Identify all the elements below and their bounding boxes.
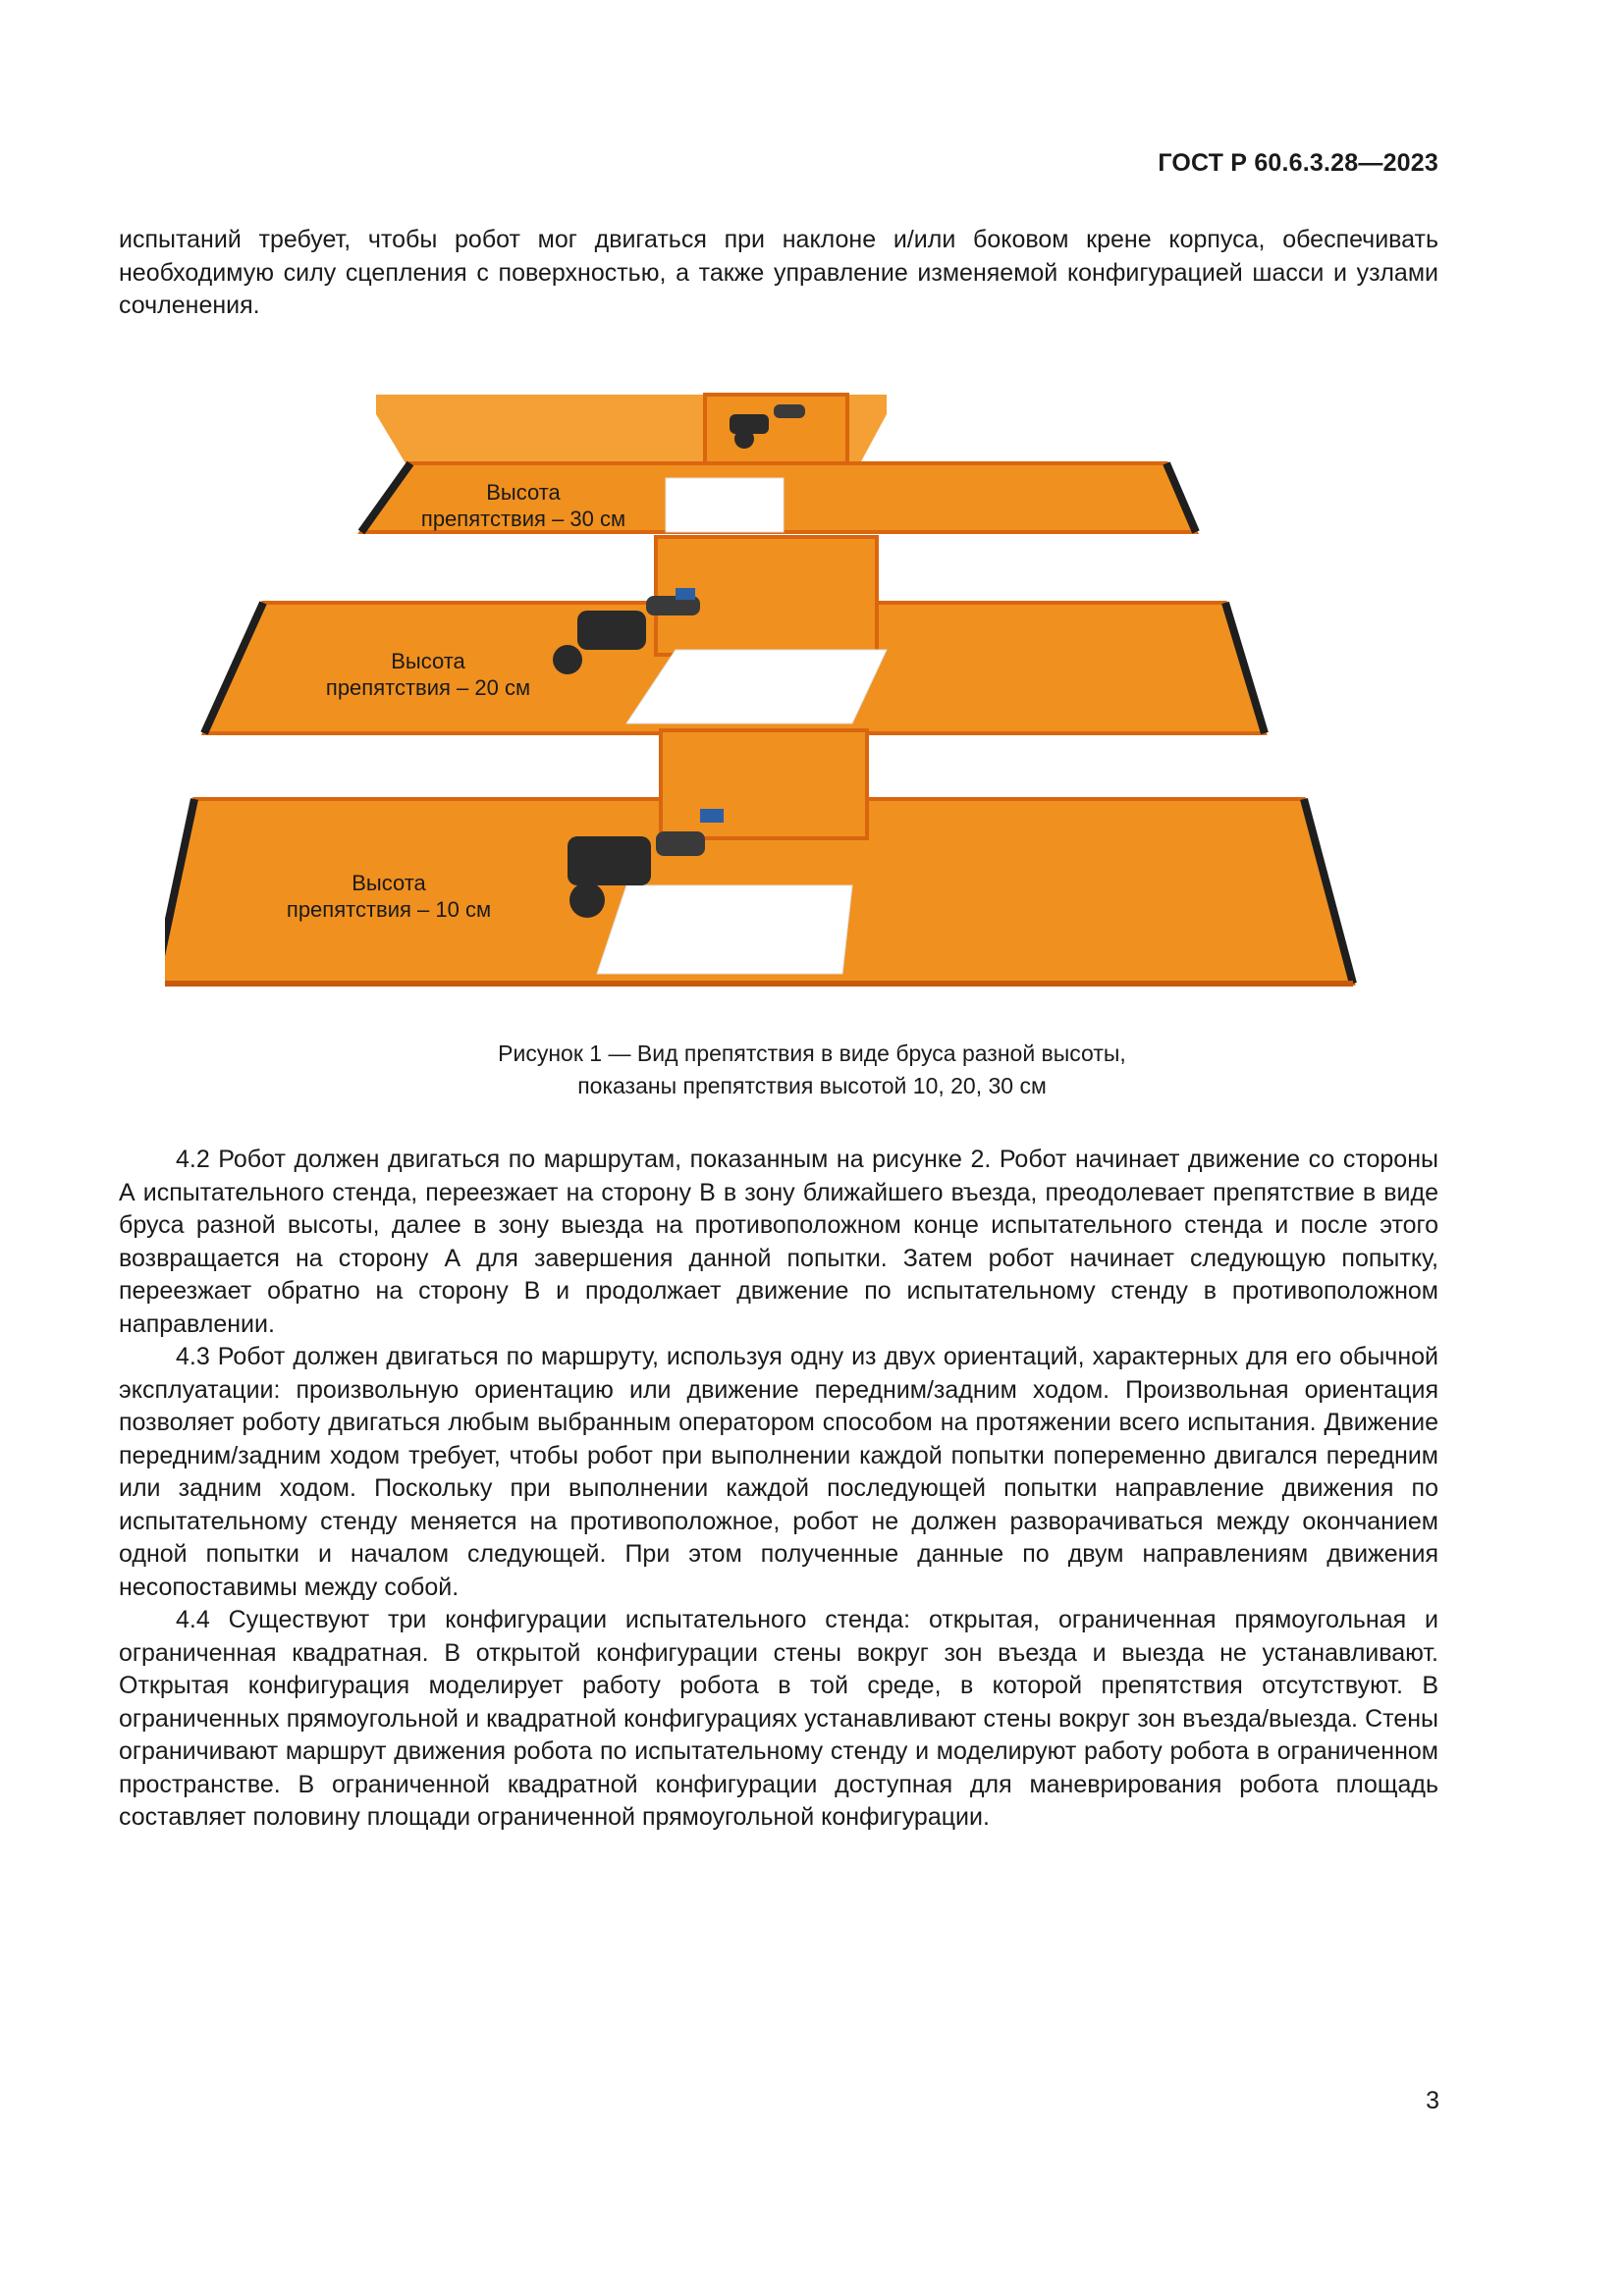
body-text xyxy=(119,1144,1438,1835)
figure-label-30cm: Высота препятствия – 30 см xyxy=(420,480,626,531)
figure-caption xyxy=(0,1038,1624,1102)
document-header: ГОСТ Р 60.6.3.28—2023 xyxy=(1158,149,1438,177)
tier-10cm xyxy=(165,730,1353,984)
paragraph-4-3: 4.3 Робот должен двигаться по маршруту, используя одну из двух ориентаций, характерных для его обычной эксплуатации: произвольную ориентацию или движение передним/задним ходом. Произвольная ориентация позволяет роботу двигаться любым выбранным оператором способом на протяжении всего испытания. Движение передним/задним ходом требует, чтобы робот при выполнении каждой попытки попеременно двигался передним или задним ходом. Поскольку при выполнении каждой последующей попытки направление движения по испытательному стенду меняется на противоположное, робот не должен разворачиваться между окончанием одной попытки и началом следующей. При этом полученные данные по двум направлениям движения несопоставимы между собой. xyxy=(119,1343,1438,1601)
intro-paragraph: испытаний требует, чтобы робот мог двигаться при наклоне и/или боковом крене корпуса, обеспечивать необходимую силу сцепления с поверхностью, а также управление изменяемой конфигурацией шасси и узлами сочленения. xyxy=(119,226,1438,319)
intro-text xyxy=(119,224,1438,323)
paragraph-4-2: 4.2 Робот должен двигаться по маршрутам, показанным на рисунке 2. Робот начинает движение со стороны А испытательного стенда, переезжает на сторону В в зону ближайшего въезда, преодолевает препятствие в виде бруса разной высоты, далее в зону выезда на противоположном конце испытательного стенда и после этого возвращается на сторону А для завершения данной попытки. Затем робот начинает следующую попытку, переезжает обратно на сторону В и продолжает движение по испытательному стенду в противоположном направлении. xyxy=(119,1146,1438,1338)
paragraph-4-4: 4.4 Существуют три конфигурации испытательного стенда: открытая, ограниченная прямоугольная и ограниченная квадратная. В открытой конфигурации стены вокруг зон въезда и выезда не устанавливают. Открытая конфигурация моделирует работу робота в той среде, в которой препятствия отсутствуют. В ограниченных прямоугольной и квадратной конфигурациях устанавливают стены вокруг зон въезда/выезда. Стены ограничивают маршрут движения робота по испытательному стенду и моделируют работу робота в ограниченном пространстве. В ограниченной квадратной конфигурации доступная для маневрирования робота площадь составляет половину площади ограниченной прямоугольной конфигурации. xyxy=(119,1606,1438,1831)
figure-label-10cm: Высота препятствия – 10 см xyxy=(286,871,492,922)
figure-label-20cm: Высота препятствия – 20 см xyxy=(325,649,531,700)
caption-line-2: показаны препятствия высотой 10, 20, 30 см xyxy=(577,1073,1047,1098)
tier-20cm xyxy=(204,537,1265,733)
figure-obstacles xyxy=(165,385,1402,1003)
caption-line-1: Рисунок 1 — Вид препятствия в виде бруса разной высоты, xyxy=(498,1041,1126,1066)
page-number: 3 xyxy=(1426,2087,1439,2114)
